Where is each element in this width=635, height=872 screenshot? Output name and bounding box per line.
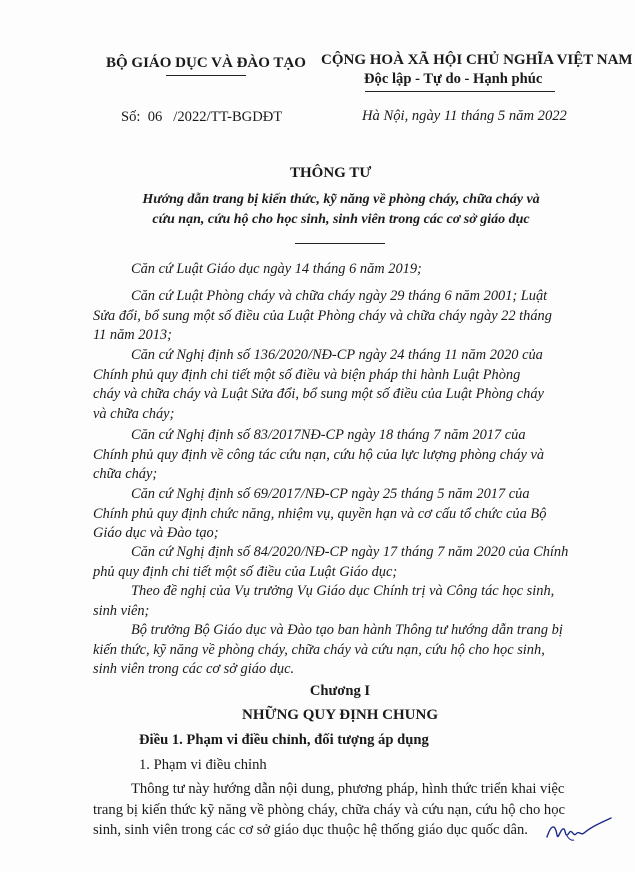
chapter-name: NHỮNG QUY ĐỊNH CHUNG [242,707,438,723]
article-1-heading: Điều 1. Phạm vi điều chỉnh, đối tượng áp dụng [139,732,429,748]
place-date: Hà Nội, ngày 11 tháng 5 năm 2022 [362,108,567,124]
document-type: THÔNG TƯ [290,165,372,181]
document-number: Số: 06 /2022/TT-BGDĐT [121,109,283,125]
basis-proposal: Theo đề nghị của Vụ trưởng Vụ Giáo dục Chính trị và Công tác học sinh, sinh viên; [93,583,555,619]
ministry-underline [166,75,246,76]
basis-minister-decision: Bộ trưởng Bộ Giáo dục và Đào tạo ban hành Thông tư hướng dẫn trang bị kiến thức, kỹ năng về phòng cháy, chữa cháy và cứu nạn, cứu hộ cho học sinh, sinh viên trong các cơ sở giáo dục. [93,622,563,678]
title-line-1: Hướng dẫn trang bị kiến thức, kỹ năng về phòng cháy, chữa cháy và [142,192,540,207]
basis-decree-136: Căn cứ Nghị định số 136/2020/NĐ-CP ngày 24 tháng 11 năm 2020 của Chính phủ quy định chi tiết một số điều và biện pháp thi hành Luật Phòng cháy và chữa cháy và Luật Sửa đổi, bổ sung một số điều của Luật Phòng cháy và chữa cháy; [93,347,544,422]
basis-decree-83: Căn cứ Nghị định số 83/2017NĐ-CP ngày 18 tháng 7 năm 2017 của Chính phủ quy định về công tác cứu nạn, cứu hộ của lực lượng phòng cháy và chữa cháy; [93,427,545,483]
republic-name: CỘNG HOÀ XÃ HỘI CHỦ NGHĨA VIỆT NAM [321,52,633,68]
initial-signature [545,815,613,845]
clause-1-title: 1. Phạm vi điều chỉnh [139,757,267,773]
title-line-2: cứu nạn, cứu hộ cho học sinh, sinh viên trong các cơ sở giáo dục [152,212,530,227]
basis-fire-law: Căn cứ Luật Phòng cháy và chữa cháy ngày 29 tháng 6 năm 2001; Luật Sửa đổi, bổ sung một số điều của Luật Phòng cháy và chữa cháy ngày 22 tháng 11 năm 2013; [93,288,552,344]
title-underline [295,243,385,244]
basis-education-law: Căn cứ Luật Giáo dục ngày 14 tháng 6 năm 2019; [131,261,422,277]
chapter-label: Chương I [309,683,371,699]
ministry-name: BỘ GIÁO DỤC VÀ ĐÀO TẠO [106,55,306,71]
basis-decree-69: Căn cứ Nghị định số 69/2017/NĐ-CP ngày 25 tháng 5 năm 2017 của Chính phủ quy định chức năng, nhiệm vụ, quyền hạn và cơ cấu tổ chức của Bộ Giáo dục và Đào tạo; [93,486,547,542]
national-motto: Độc lập - Tự do - Hạnh phúc [364,71,543,87]
basis-decree-84: Căn cứ Nghị định số 84/2020/NĐ-CP ngày 17 tháng 7 năm 2020 của Chính phủ quy định chi tiết một số điều của Luật Giáo dục; [93,544,569,580]
motto-underline [365,91,555,92]
article-1-body: Thông tư này hướng dẫn nội dung, phương pháp, hình thức triển khai việc trang bị kiến thức kỹ năng về phòng cháy, chữa cháy và cứu nạn, cứu hộ cho học sinh, sinh viên trong các cơ sở giáo dục thuộc hệ thống giáo dục quốc dân. [93,781,566,838]
